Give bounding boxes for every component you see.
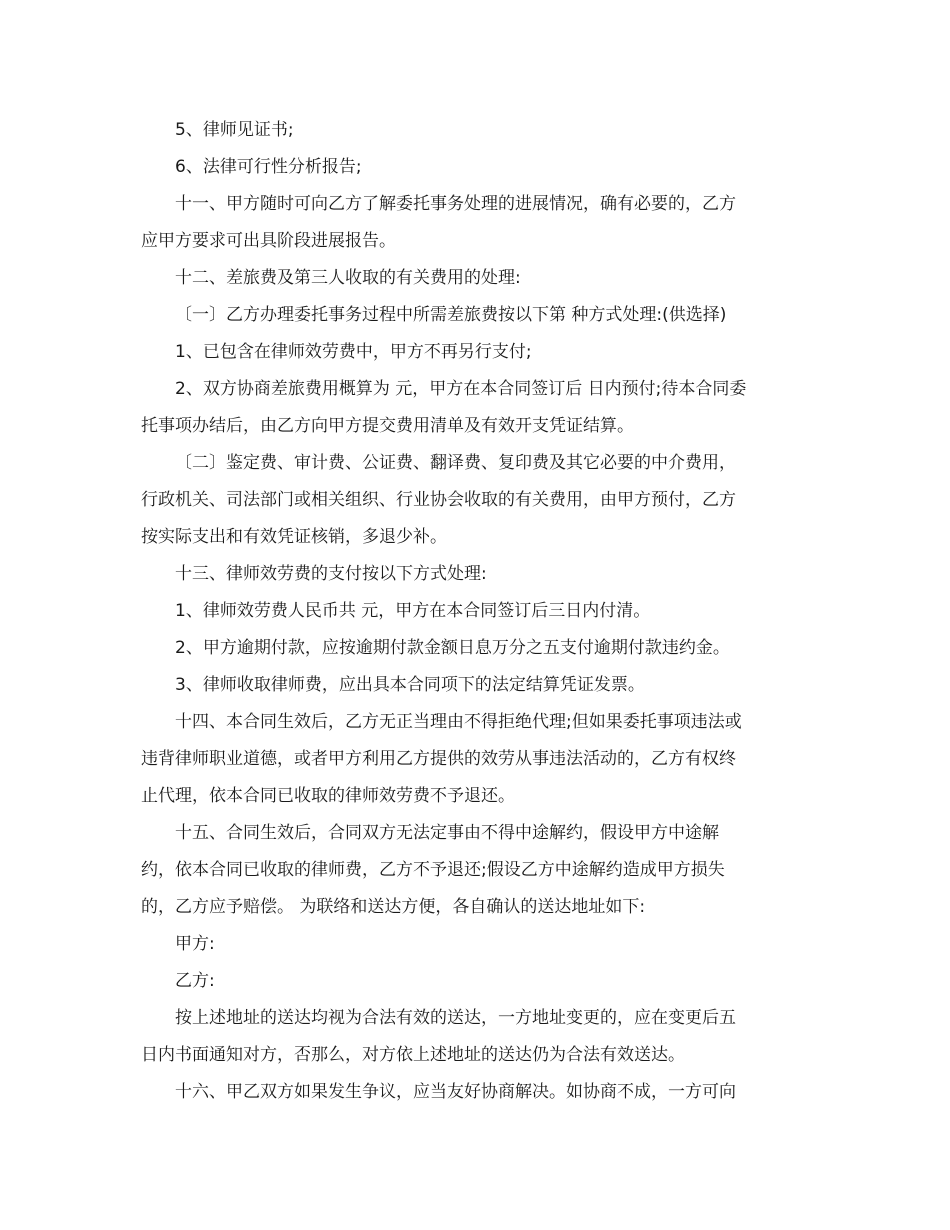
text-line: 应甲方要求可出具阶段进展报告。 — [141, 231, 396, 251]
text-line: 1、已包含在律师效劳费中，甲方不再另行支付; — [175, 342, 532, 362]
text-line: 托事项办结后，由乙方向甲方提交费用清单及有效开支凭证结算。 — [141, 416, 634, 436]
text-line: 〔二〕鉴定费、审计费、公证费、翻译费、复印费及其它必要的中介费用， — [175, 453, 736, 473]
text-line: 日内书面通知对方，否那么，对方依上述地址的送达仍为合法有效送达。 — [141, 1045, 685, 1065]
text-line: 的，乙方应予赔偿。 为联络和送达方便，各自确认的送达地址如下: — [141, 897, 646, 917]
text-line: 十三、律师效劳费的支付按以下方式处理: — [175, 564, 487, 584]
text-line: 5、律师见证书; — [175, 120, 294, 140]
text-line: 3、律师收取律师费，应出具本合同项下的法定结算凭证发票。 — [175, 675, 645, 695]
text-line: 6、法律可行性分析报告; — [175, 157, 362, 177]
text-line: 十二、差旅费及第三人收取的有关费用的处理: — [175, 268, 521, 288]
text-line: 按上述地址的送达均视为合法有效的送达，一方地址变更的，应在变更后五 — [175, 1008, 736, 1028]
text-line: 1、律师效劳费人民币共 元，甲方在本合同签订后三日内付清。 — [175, 601, 651, 621]
text-line: 〔一〕乙方办理委托事务过程中所需差旅费按以下第 种方式处理:(供选择) — [175, 305, 727, 325]
text-line: 止代理，依本合同已收取的律师效劳费不予退还。 — [141, 786, 515, 806]
text-line: 违背律师职业道德，或者甲方利用乙方提供的效劳从事违法活动的，乙方有权终 — [141, 749, 736, 769]
text-line: 约，依本合同已收取的律师费，乙方不予退还;假设乙方中途解约造成甲方损失 — [141, 860, 725, 880]
text-line: 2、甲方逾期付款，应按逾期付款金额日息万分之五支付逾期付款违约金。 — [175, 638, 730, 658]
text-line: 甲方: — [175, 934, 215, 954]
text-line: 十五、合同生效后，合同双方无法定事由不得中途解约，假设甲方中途解 — [175, 823, 719, 843]
text-line: 2、双方协商差旅费用概算为 元，甲方在本合同签订后 日内预付;待本合同委 — [175, 379, 747, 399]
text-line: 十六、甲乙双方如果发生争议，应当友好协商解决。如协商不成，一方可向 — [175, 1082, 736, 1102]
text-line: 十四、本合同生效后，乙方无正当理由不得拒绝代理;但如果委托事项违法或 — [175, 712, 742, 732]
document-body — [141, 112, 806, 1111]
text-line: 按实际支出和有效凭证核销，多退少补。 — [141, 527, 447, 547]
text-line: 行政机关、司法部门或相关组织、行业协会收取的有关费用，由甲方预付，乙方 — [141, 490, 736, 510]
text-line: 乙方: — [175, 971, 215, 991]
text-line: 十一、甲方随时可向乙方了解委托事务处理的进展情况，确有必要的，乙方 — [175, 194, 736, 214]
